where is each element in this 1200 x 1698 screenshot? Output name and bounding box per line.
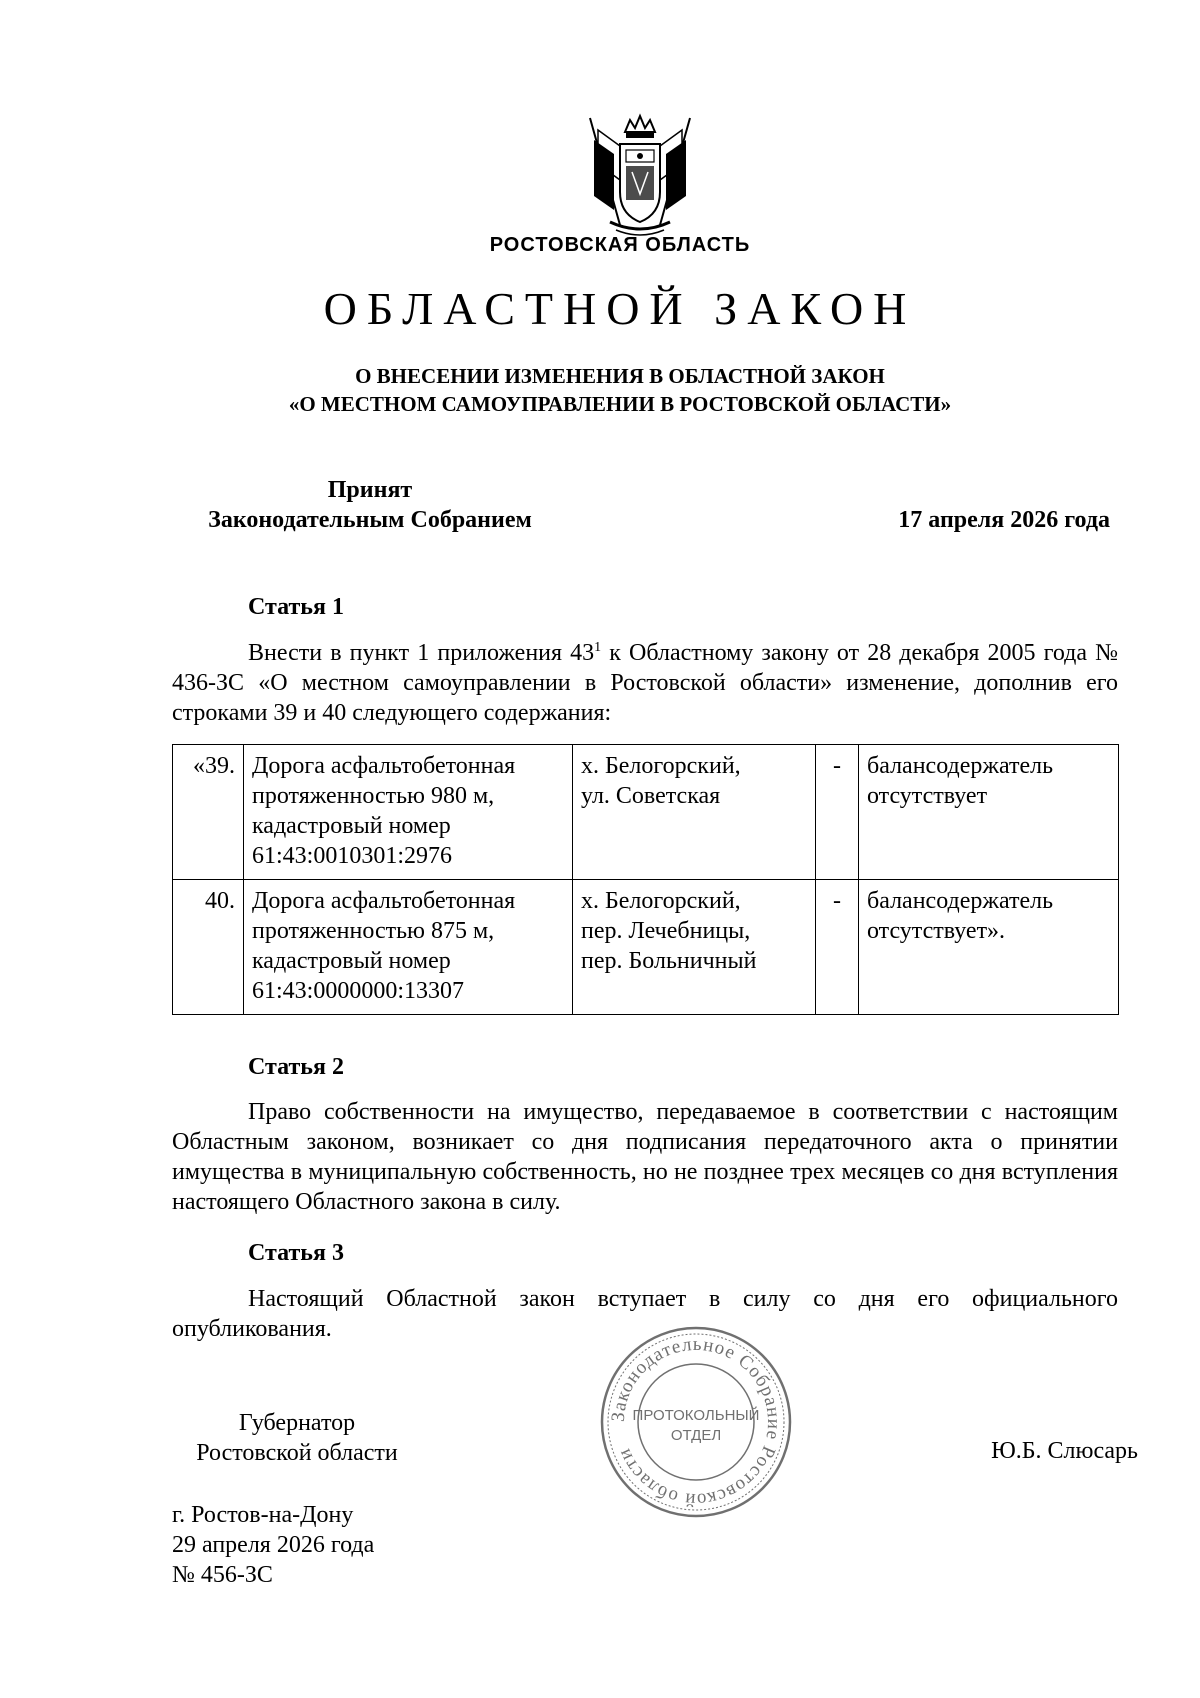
- adoption-date: 17 апреля 2026 года: [898, 507, 1110, 533]
- city: г. Ростов-на-Дону: [172, 1502, 354, 1528]
- signing-date: 29 апреля 2026 года: [172, 1532, 375, 1558]
- annex-table: [172, 744, 1119, 1015]
- article-3-heading: Статья 3: [248, 1240, 344, 1266]
- superscript: 1: [594, 640, 602, 655]
- object-address: х. Белогорский, ул. Советская: [573, 745, 816, 880]
- stamp-center-line: ОТДЕЛ: [670, 1427, 722, 1444]
- row-number: «39.: [173, 745, 244, 880]
- balance-holder: балансодержатель отсутствует».: [859, 880, 1119, 1015]
- empty-cell-dash: -: [816, 745, 859, 880]
- coat-of-arms-icon: [580, 110, 700, 240]
- law-title-line: О ВНЕСЕНИИ ИЗМЕНЕНИЯ В ОБЛАСТНОЙ ЗАКОН: [355, 364, 885, 388]
- balance-holder: балансодержатель отсутствует: [859, 745, 1119, 880]
- place-date-number: [172, 1500, 374, 1590]
- signatory-position: Губернатор Ростовской области: [196, 1410, 398, 1466]
- region-name: РОСТОВСКАЯ ОБЛАСТЬ: [489, 234, 751, 256]
- adoption-body: Законодательным Собранием: [208, 507, 532, 533]
- adoption-block: [175, 475, 565, 535]
- object-address: х. Белогорский, пер. Лечебницы, пер. Больничный: [573, 880, 816, 1015]
- object-name: Дорога асфальтобетонная протяженностью 875 м, кадастровый номер 61:43:0000000:13307: [244, 880, 573, 1015]
- object-name: Дорога асфальтобетонная протяженностью 980 м, кадастровый номер 61:43:0010301:2976: [244, 745, 573, 880]
- law-title: [0, 362, 1200, 418]
- svg-text:Законодательное Собрание Росто: Законодательное Собрание Ростовской области: [607, 1333, 785, 1511]
- law-number: № 456-ЗС: [172, 1562, 273, 1588]
- article-1-heading: Статья 1: [248, 594, 344, 620]
- article-2-text: Право собственности на имущество, передаваемое в соответствии с настоящим Областным законом, возникает со дня подписания передаточного акта о принятии имущества в муниципальную собственность, но не позднее трех месяцев со дня вступления настоящего Областного закона в силу.: [172, 1099, 1118, 1215]
- table-row: [173, 880, 1119, 1015]
- table-row: [173, 745, 1119, 880]
- adoption-label: Принят: [327, 477, 413, 503]
- stamp-center-line: ПРОТОКОЛЬНЫЙ: [632, 1407, 760, 1424]
- article-3-text: Настоящий Областной закон вступает в силу со дня его официального опубликования.: [172, 1286, 1118, 1342]
- stamp-seal: [596, 1322, 796, 1522]
- article-1-text: Внести в пункт 1 приложения $43^1$ к Областному закону от 28 декабря 2005 года № 436-ЗС «О местном самоуправлении в Ростовской области» изменение, дополнив его строками 39 и 40 следующего содержания:: [172, 640, 1118, 726]
- signatory-name: Ю.Б. Слюсарь: [991, 1438, 1138, 1464]
- law-title-line: «О МЕСТНОМ САМОУПРАВЛЕНИИ В РОСТОВСКОЙ ОБЛАСТИ»: [288, 392, 952, 416]
- empty-cell-dash: -: [816, 880, 859, 1015]
- law-type-heading: ОБЛАСТНОЙ ЗАКОН: [323, 283, 917, 334]
- row-number: 40.: [173, 880, 244, 1015]
- article-2-heading: Статья 2: [248, 1054, 344, 1080]
